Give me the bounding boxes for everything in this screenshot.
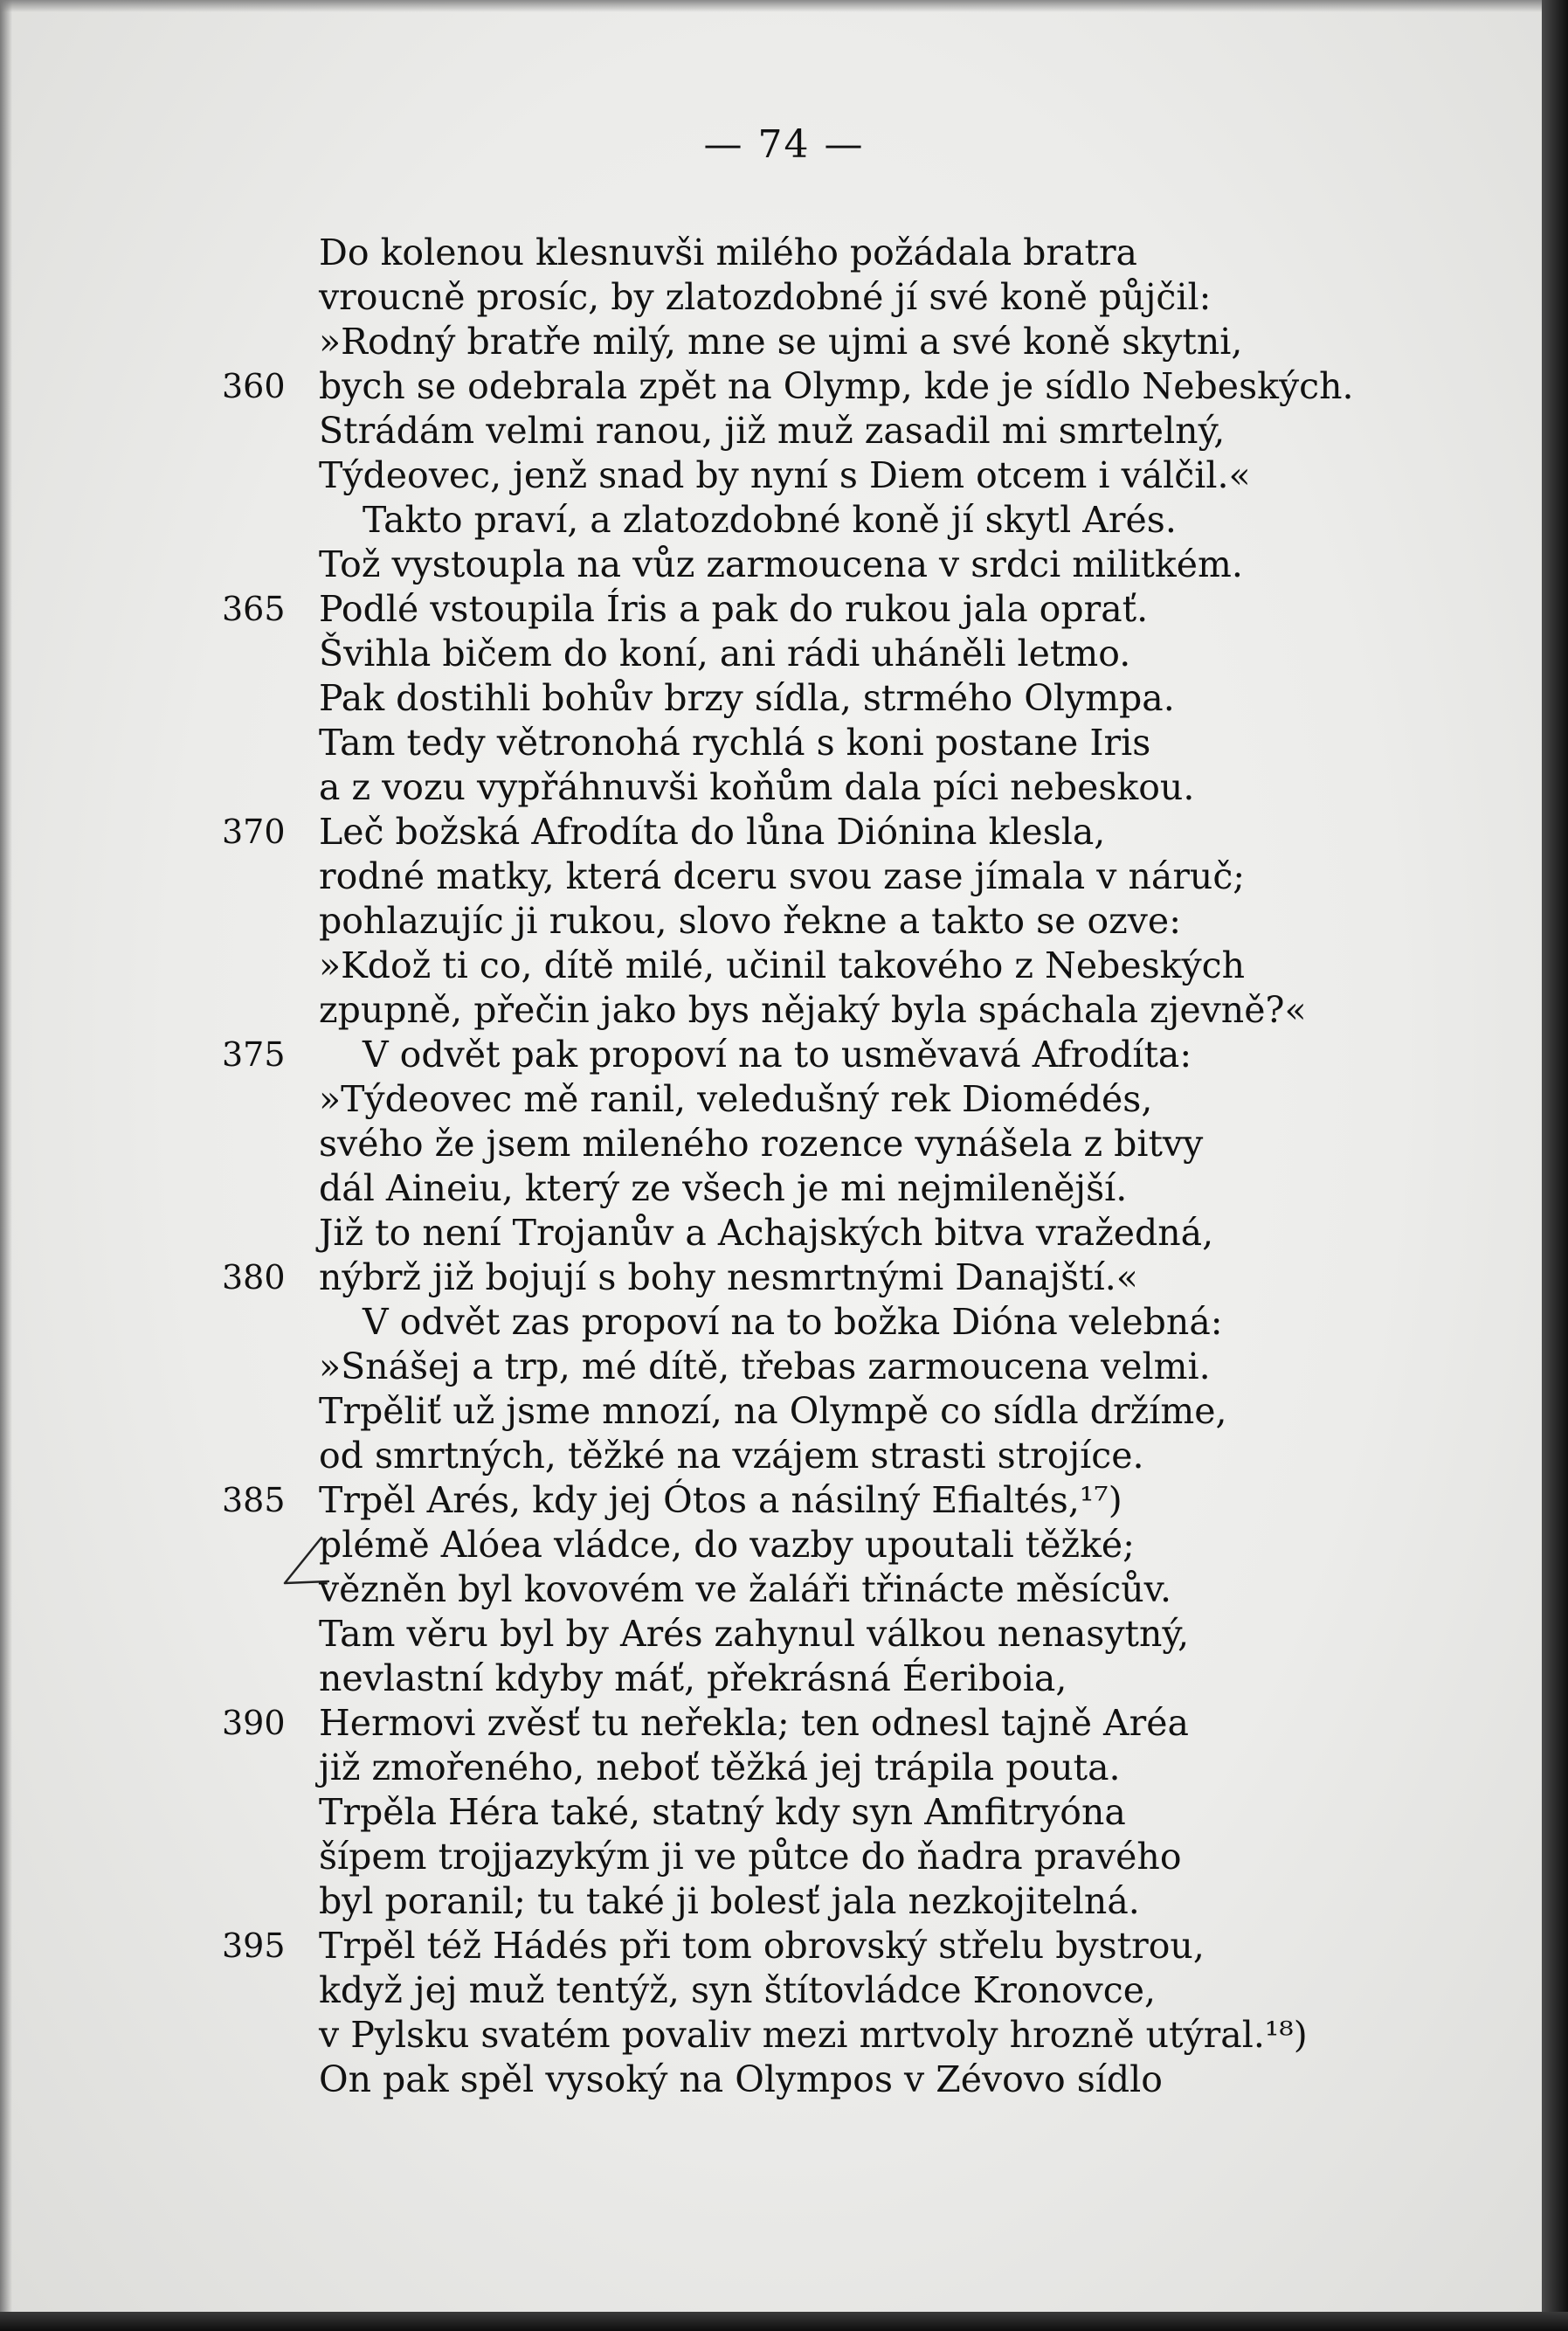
verse-line-text: Leč božská Afrodíta do lůna Diónina klesla, xyxy=(319,811,1106,853)
verse-line xyxy=(0,988,1568,1033)
verse-line xyxy=(0,1345,1568,1389)
verse-line xyxy=(0,1790,1568,1835)
verse-line-text: již zmořeného, neboť těžká jej trápila pouta. xyxy=(319,1747,1121,1788)
verse-line-text: »Rodný bratře milý, mne se ujmi a své koně skytni, xyxy=(319,321,1243,363)
verse-line-text: Tam tedy větronohá rychlá s koni postane Iris xyxy=(319,722,1151,764)
verse-line-text: zpupně, přečin jako bys nějaký byla spáchala zjevně?« xyxy=(319,989,1307,1031)
verse-line xyxy=(0,231,1568,275)
verse-line xyxy=(0,899,1568,944)
page-bottom-edge xyxy=(0,2312,1568,2331)
verse-line xyxy=(0,1389,1568,1434)
verse-line-text: Trpěl též Hádés při tom obrovský střelu bystrou, xyxy=(319,1925,1205,1967)
verse-line xyxy=(0,275,1568,320)
verse-line-text: vězněn byl kovovém ve žaláři třinácte měsícův. xyxy=(319,1568,1171,1610)
verse-line xyxy=(0,1924,1568,1968)
verse-line-text: V odvět zas propoví na to božka Dióna velebná: xyxy=(363,1301,1223,1343)
verse-line-text: Hermovi zvěsť tu neřekla; ten odnesl tajně Aréa xyxy=(319,1702,1189,1744)
verse-line xyxy=(0,1122,1568,1166)
verse-line xyxy=(0,498,1568,543)
verse-line xyxy=(0,1523,1568,1567)
verse-line-text: když jej muž tentýž, syn štítovládce Kronovce, xyxy=(319,1969,1157,2011)
verse-body xyxy=(0,231,1568,2102)
verse-line-text: nýbrž již bojují s bohy nesmrtnými Danajští.« xyxy=(319,1256,1138,1298)
verse-line-number: 365 xyxy=(222,590,286,628)
verse-line-text: Trpěliť už jsme mnozí, na Olympě co sídla držíme, xyxy=(319,1390,1227,1432)
verse-line-text: v Pylsku svatém povaliv mezi mrtvoly hrozně utýral.¹⁸) xyxy=(319,2014,1308,2056)
verse-line-text: od smrtných, těžké na vzájem strasti strojíce. xyxy=(319,1435,1144,1477)
verse-line xyxy=(0,810,1568,854)
verse-line-text: V odvět pak propoví na to usměvavá Afrodíta: xyxy=(363,1034,1192,1076)
verse-line xyxy=(0,2058,1568,2102)
verse-line xyxy=(0,1968,1568,2013)
verse-line xyxy=(0,1033,1568,1077)
verse-line-number: 380 xyxy=(222,1258,286,1297)
verse-line xyxy=(0,1701,1568,1746)
verse-line-text: a z vozu vypřáhnuvši koňům dala píci nebeskou. xyxy=(319,766,1195,808)
verse-line xyxy=(0,676,1568,721)
verse-line-text: »Snášej a trp, mé dítě, třebas zarmoucena velmi. xyxy=(319,1345,1211,1387)
verse-line-number: 370 xyxy=(222,813,286,851)
verse-line xyxy=(0,453,1568,498)
verse-line-text: Již to není Trojanův a Achajských bitva vražedná, xyxy=(319,1212,1214,1254)
verse-line xyxy=(0,1567,1568,1612)
verse-line xyxy=(0,409,1568,453)
verse-line-text: »Týdeovec mě ranil, veledušný rek Diomédés, xyxy=(319,1078,1153,1120)
verse-line-text: nevlastní kdyby máť, překrásná Éeriboia, xyxy=(319,1657,1067,1699)
verse-line xyxy=(0,1478,1568,1523)
verse-line-text: Tož vystoupla na vůz zarmoucena v srdci militkém. xyxy=(319,543,1243,585)
verse-line xyxy=(0,1211,1568,1255)
verse-line-text: dál Aineiu, který ze všech je mi nejmilenější. xyxy=(319,1167,1128,1209)
verse-line xyxy=(0,1255,1568,1300)
verse-line-text: Trpěl Arés, kdy jej Ótos a násilný Efialtés,¹⁷) xyxy=(319,1479,1122,1521)
verse-line-text: pohlazujíc ji rukou, slovo řekne a takto se ozve: xyxy=(319,900,1182,942)
verse-line-text: On pak spěl vysoký na Olympos v Zévovo sídlo xyxy=(319,2058,1163,2100)
verse-line-text: »Kdož ti co, dítě milé, učinil takového z Nebeských xyxy=(319,944,1246,986)
verse-line xyxy=(0,320,1568,364)
verse-line-text: byl poranil; tu také ji bolesť jala nezkojitelná. xyxy=(319,1880,1140,1922)
verse-line xyxy=(0,1879,1568,1924)
verse-line xyxy=(0,1434,1568,1478)
verse-line-text: Podlé vstoupila Íris a pak do rukou jala oprať. xyxy=(319,588,1149,630)
verse-line xyxy=(0,1077,1568,1122)
verse-line xyxy=(0,944,1568,988)
verse-line-text: bych se odebrala zpět na Olymp, kde je sídlo Nebeských. xyxy=(319,365,1354,407)
pencil-annotation-icon xyxy=(278,1534,330,1588)
verse-line-text: Pak dostihli bohův brzy sídla, strmého Olympa. xyxy=(319,677,1175,719)
verse-line xyxy=(0,1300,1568,1345)
verse-line-number: 395 xyxy=(222,1926,286,1965)
verse-line-text: Týdeovec, jenž snad by nyní s Diem otcem i válčil.« xyxy=(319,454,1251,496)
verse-line-number: 385 xyxy=(222,1481,286,1519)
verse-line xyxy=(0,587,1568,632)
verse-line-text: plémě Alóea vládce, do vazby upoutali těžké; xyxy=(319,1524,1135,1566)
verse-line xyxy=(0,1835,1568,1879)
verse-line xyxy=(0,854,1568,899)
verse-line-text: Trpěla Héra také, statný kdy syn Amfitryóna xyxy=(319,1791,1126,1833)
verse-line-text: rodné matky, která dceru svou zase jímala v náruč; xyxy=(319,855,1246,897)
verse-line xyxy=(0,1612,1568,1657)
verse-line-text: svého že jsem mileného rozence vynášela z bitvy xyxy=(319,1123,1204,1165)
verse-line-text: Takto praví, a zlatozdobné koně jí skytl Arés. xyxy=(363,499,1177,541)
verse-line-number: 360 xyxy=(222,367,286,405)
verse-line xyxy=(0,1746,1568,1790)
verse-line-text: Do kolenou klesnuvši milého požádala bratra xyxy=(319,232,1137,273)
page-number: — 74 — xyxy=(703,122,865,167)
verse-line xyxy=(0,2013,1568,2058)
verse-line xyxy=(0,765,1568,810)
verse-line xyxy=(0,543,1568,587)
verse-line-text: Tam věru byl by Arés zahynul válkou nenasytný, xyxy=(319,1613,1190,1655)
verse-line xyxy=(0,632,1568,676)
verse-line xyxy=(0,1166,1568,1211)
verse-line-number: 375 xyxy=(222,1035,286,1074)
verse-line xyxy=(0,721,1568,765)
verse-line-number: 390 xyxy=(222,1704,286,1742)
verse-line xyxy=(0,1657,1568,1701)
verse-line-text: šípem trojjazykým ji ve půtce do ňadra pravého xyxy=(319,1836,1182,1878)
verse-line-text: vroucně prosíc, by zlatozdobné jí své koně půjčil: xyxy=(319,276,1212,318)
verse-line-text: Strádám velmi ranou, již muž zasadil mi smrtelný, xyxy=(319,410,1226,452)
page-top-shadow xyxy=(0,0,1568,12)
verse-line xyxy=(0,364,1568,409)
verse-line-text: Švihla bičem do koní, ani rádi uháněli letmo. xyxy=(319,633,1131,674)
